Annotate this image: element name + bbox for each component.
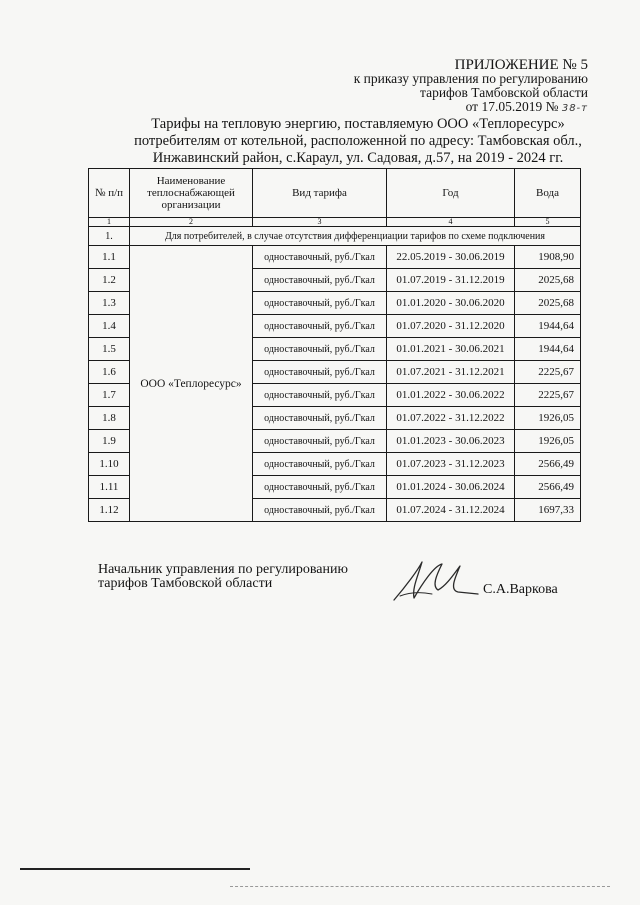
tariff-value: 1908,90	[515, 246, 581, 269]
tariff-period: 01.07.2019 - 31.12.2019	[387, 269, 515, 292]
row-number: 1.10	[89, 453, 130, 476]
row-number: 1.7	[89, 384, 130, 407]
title-line-2: потребителям от котельной, расположенной по адресу: Тамбовская обл.,	[134, 133, 582, 149]
row-number: 1.8	[89, 407, 130, 430]
row-number: 1.6	[89, 361, 130, 384]
tariff-period: 01.07.2021 - 31.12.2021	[387, 361, 515, 384]
appendix-title: ПРИЛОЖЕНИЕ № 5	[454, 57, 588, 73]
position-line-2: тарифов Тамбовской области	[98, 576, 273, 591]
tariff-period: 01.01.2023 - 30.06.2023	[387, 430, 515, 453]
tariff-period: 01.07.2022 - 31.12.2022	[387, 407, 515, 430]
row-number: 1.2	[89, 269, 130, 292]
tariff-period: 01.01.2024 - 30.06.2024	[387, 476, 515, 499]
column-number: 2	[130, 218, 253, 227]
tariff-period: 22.05.2019 - 30.06.2019	[387, 246, 515, 269]
row-number: 1.3	[89, 292, 130, 315]
header-year: Год	[387, 169, 515, 218]
tariff-period: 01.01.2022 - 30.06.2022	[387, 384, 515, 407]
section-row	[89, 227, 581, 246]
column-number: 5	[515, 218, 581, 227]
tariff-period: 01.07.2020 - 31.12.2020	[387, 315, 515, 338]
column-number: 1	[89, 218, 130, 227]
appendix-line-2: к приказу управления по регулированию	[353, 71, 588, 86]
appendix-line-3: тарифов Тамбовской области	[420, 85, 588, 100]
tariff-period: 01.01.2020 - 30.06.2020	[387, 292, 515, 315]
tariff-kind: одноставочный, руб./Гкал	[253, 476, 387, 499]
row-number: 1.9	[89, 430, 130, 453]
tariff-kind: одноставочный, руб./Гкал	[253, 407, 387, 430]
table-row	[89, 246, 581, 269]
tariff-kind: одноставочный, руб./Гкал	[253, 269, 387, 292]
row-number: 1.11	[89, 476, 130, 499]
header-tariff-kind: Вид тарифа	[253, 169, 387, 218]
row-number: 1.12	[89, 499, 130, 522]
tariff-kind: одноставочный, руб./Гкал	[253, 453, 387, 476]
order-number: 38-т	[561, 103, 588, 114]
title-line-3: Инжавинский район, с.Караул, ул. Садовая, д.57, на 2019 - 2024 гг.	[152, 150, 564, 166]
bottom-rule	[20, 868, 250, 870]
header-number: № п/п	[89, 169, 130, 218]
tariff-table	[88, 168, 581, 522]
order-date: от 17.05.2019 №	[465, 99, 559, 114]
row-number: 1.4	[89, 315, 130, 338]
section-number: 1.	[89, 227, 130, 246]
organization-name: ООО «Теплоресурс»	[130, 246, 253, 522]
tariff-value: 1944,64	[515, 315, 581, 338]
tariff-kind: одноставочный, руб./Гкал	[253, 292, 387, 315]
header-water: Вода	[515, 169, 581, 218]
position-line-1: Начальник управления по регулированию	[98, 562, 348, 577]
tariff-kind: одноставочный, руб./Гкал	[253, 384, 387, 407]
document-title	[118, 116, 598, 167]
tariff-kind: одноставочный, руб./Гкал	[253, 246, 387, 269]
signatory-position	[98, 563, 348, 591]
title-line-1: Тарифы на тепловую энергию, поставляемую ООО «Теплоресурс»	[151, 116, 565, 132]
tariff-period: 01.07.2024 - 31.12.2024	[387, 499, 515, 522]
column-number: 4	[387, 218, 515, 227]
tariff-value: 2566,49	[515, 476, 581, 499]
tariff-period: 01.07.2023 - 31.12.2023	[387, 453, 515, 476]
tariff-value: 2025,68	[515, 292, 581, 315]
tariff-value: 1926,05	[515, 430, 581, 453]
tariff-value: 1697,33	[515, 499, 581, 522]
tariff-value: 1926,05	[515, 407, 581, 430]
tariff-kind: одноставочный, руб./Гкал	[253, 499, 387, 522]
tariff-value: 2225,67	[515, 384, 581, 407]
appendix-block	[354, 58, 588, 116]
row-number: 1.5	[89, 338, 130, 361]
bottom-dashed-rule	[230, 886, 610, 887]
handwritten-signature	[388, 556, 480, 606]
signer-name: С.А.Варкова	[483, 582, 558, 597]
header-organization: Наименование теплоснабжающей организации	[130, 169, 253, 218]
tariff-kind: одноставочный, руб./Гкал	[253, 338, 387, 361]
table-header-row	[89, 169, 581, 218]
tariff-kind: одноставочный, руб./Гкал	[253, 315, 387, 338]
tariff-kind: одноставочный, руб./Гкал	[253, 430, 387, 453]
tariff-value: 2566,49	[515, 453, 581, 476]
order-line	[354, 100, 588, 116]
tariff-value: 1944,64	[515, 338, 581, 361]
tariff-period: 01.01.2021 - 30.06.2021	[387, 338, 515, 361]
tariff-kind: одноставочный, руб./Гкал	[253, 361, 387, 384]
tariff-value: 2025,68	[515, 269, 581, 292]
section-text: Для потребителей, в случае отсутствия дифференциации тарифов по схеме подключения	[130, 227, 581, 246]
column-number: 3	[253, 218, 387, 227]
row-number: 1.1	[89, 246, 130, 269]
column-number-row	[89, 218, 581, 227]
tariff-value: 2225,67	[515, 361, 581, 384]
